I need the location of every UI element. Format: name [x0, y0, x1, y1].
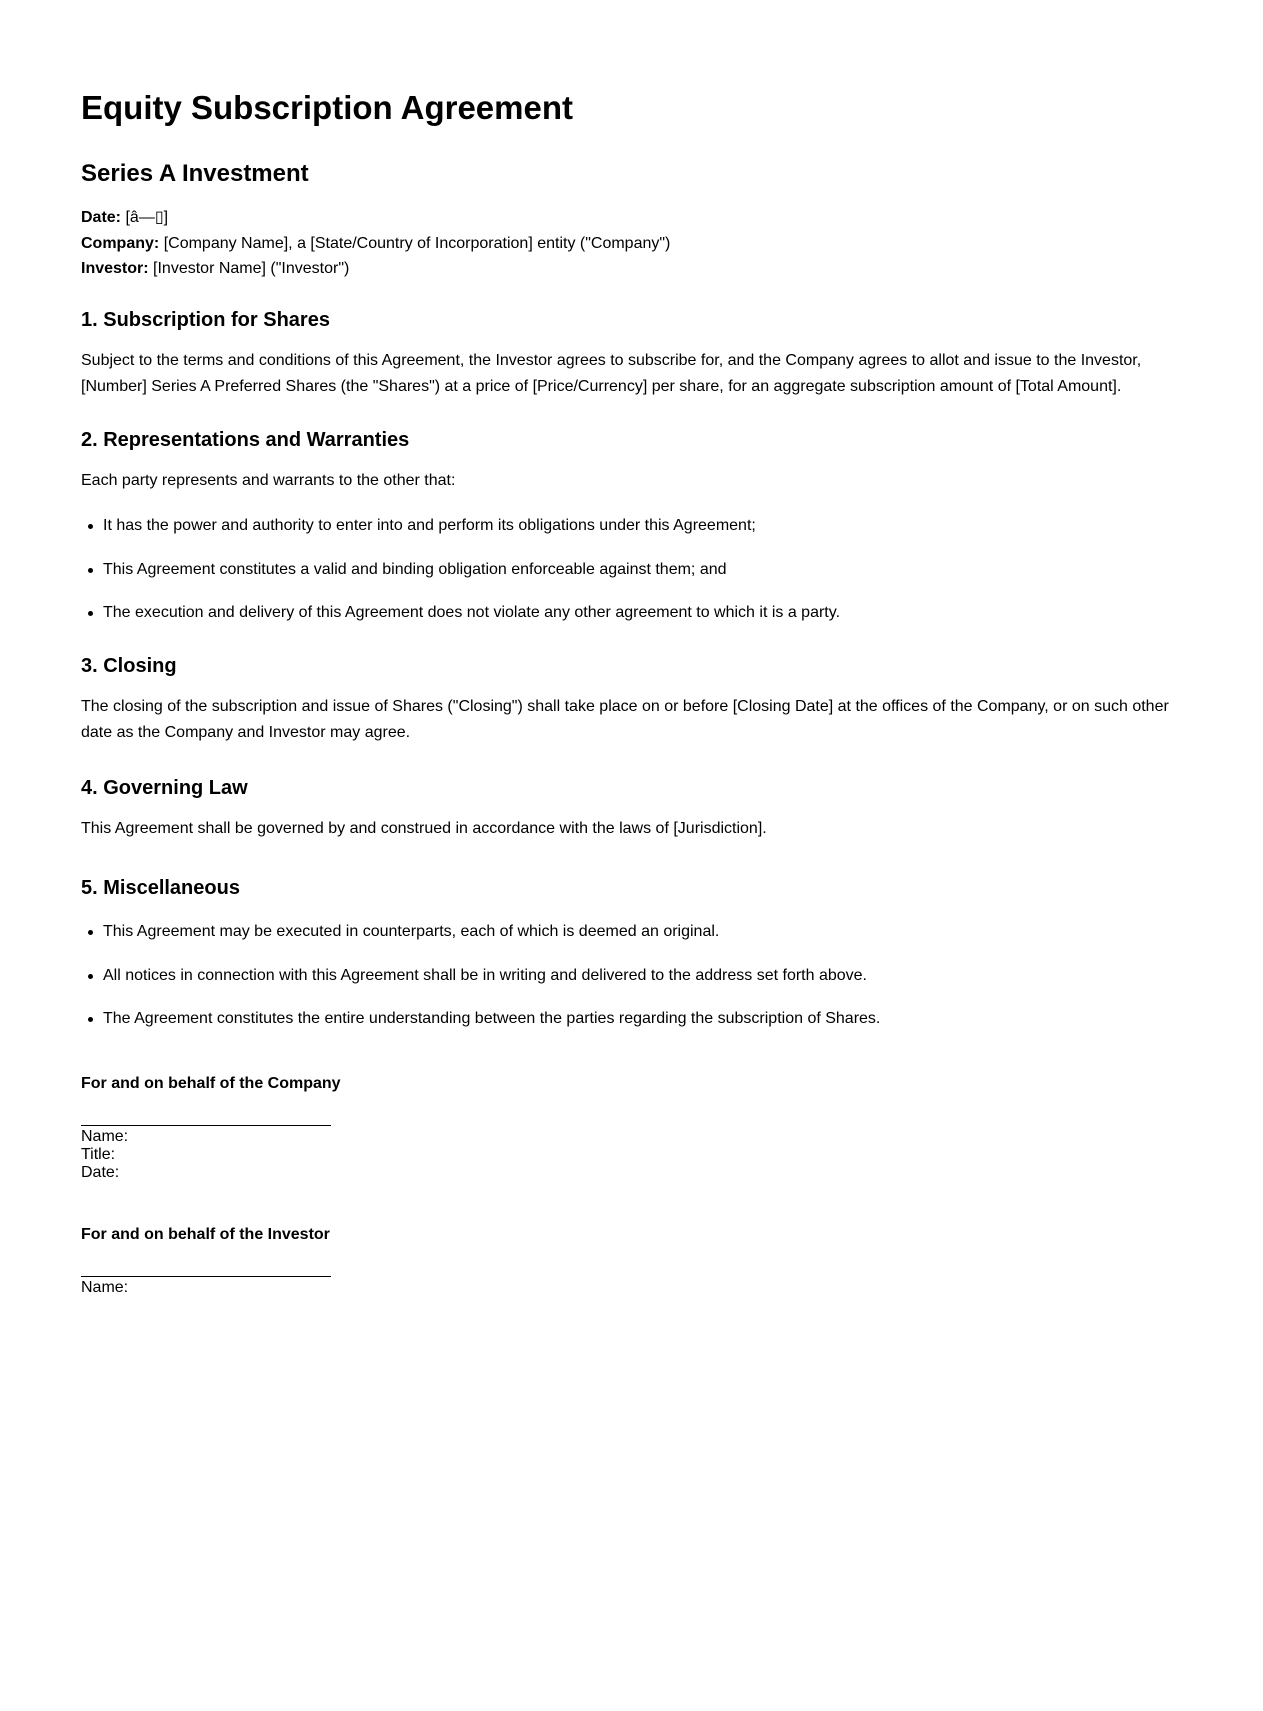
date-row — [81, 205, 670, 231]
section-5-title: 5. Miscellaneous — [81, 877, 240, 899]
company-row — [81, 231, 670, 257]
company-date-label: Date: — [81, 1164, 120, 1181]
section-4-title: 4. Governing Law — [81, 777, 248, 799]
company-signature-heading: For and on behalf of the Company — [81, 1075, 341, 1092]
bullet-icon — [88, 568, 93, 573]
company-title-label: Title: — [81, 1146, 116, 1163]
section-4-body: This Agreement shall be governed by and construed in accordance with the laws of [Jurisdiction]. — [81, 820, 767, 837]
section-1-body: Subject to the terms and conditions of this Agreement, the Investor agrees to subscribe for, and the Company agrees to allot and issue to the Investor, [Number] Series A Preferred Shares (the "Shares") at a price of [Price/Currency] per share, for an aggregate subscription amount of [Total Amount]. — [81, 352, 1142, 395]
investor-signature-fields — [81, 1279, 128, 1297]
agreement-metadata — [81, 205, 670, 282]
company-signature-fields — [81, 1128, 128, 1182]
investor-value: [Investor Name] ("Investor") — [153, 260, 350, 277]
investor-signature-line — [81, 1276, 331, 1277]
section-5-list — [81, 922, 880, 1053]
list-item: The execution and delivery of this Agreement does not violate any other agreement to which it is a party. — [81, 603, 840, 623]
date-label: Date: — [81, 209, 122, 226]
bullet-icon — [88, 930, 93, 935]
investor-row — [81, 256, 670, 282]
list-item: All notices in connection with this Agreement shall be in writing and delivered to the address set forth above. — [81, 966, 880, 986]
company-signature-line — [81, 1125, 331, 1126]
list-item: It has the power and authority to enter into and perform its obligations under this Agreement; — [81, 516, 840, 536]
list-item: This Agreement constitutes a valid and binding obligation enforceable against them; and — [81, 560, 840, 580]
company-name-label: Name: — [81, 1128, 129, 1145]
section-2-title: 2. Representations and Warranties — [81, 429, 410, 451]
bullet-icon — [88, 524, 93, 529]
investor-name-label: Name: — [81, 1279, 129, 1296]
section-1-title: 1. Subscription for Shares — [81, 309, 330, 331]
investor-signature-heading: For and on behalf of the Investor — [81, 1226, 330, 1243]
list-item: This Agreement may be executed in counterparts, each of which is deemed an original. — [81, 922, 880, 942]
document-subtitle: Series A Investment — [81, 160, 309, 187]
company-label: Company: — [81, 234, 160, 252]
section-2-list — [81, 516, 840, 647]
list-item: The Agreement constitutes the entire understanding between the parties regarding the subscription of Shares. — [81, 1009, 880, 1029]
bullet-icon — [88, 974, 93, 979]
bullet-icon — [88, 1017, 93, 1022]
section-2-intro: Each party represents and warrants to the other that: — [81, 472, 456, 489]
section-3-body: The closing of the subscription and issue of Shares ("Closing") shall take place on or before [Closing Date] at the offices of the Company, or on such other date as the Company and Investor may agree. — [81, 698, 1169, 741]
investor-label: Investor: — [81, 260, 149, 277]
date-value: [â—▯] — [125, 209, 169, 226]
company-value: [Company Name], a [State/Country of Incorporation] entity ("Company") — [163, 234, 671, 252]
bullet-icon — [88, 611, 93, 616]
section-3-title: 3. Closing — [81, 655, 177, 677]
document-title: Equity Subscription Agreement — [81, 89, 574, 126]
